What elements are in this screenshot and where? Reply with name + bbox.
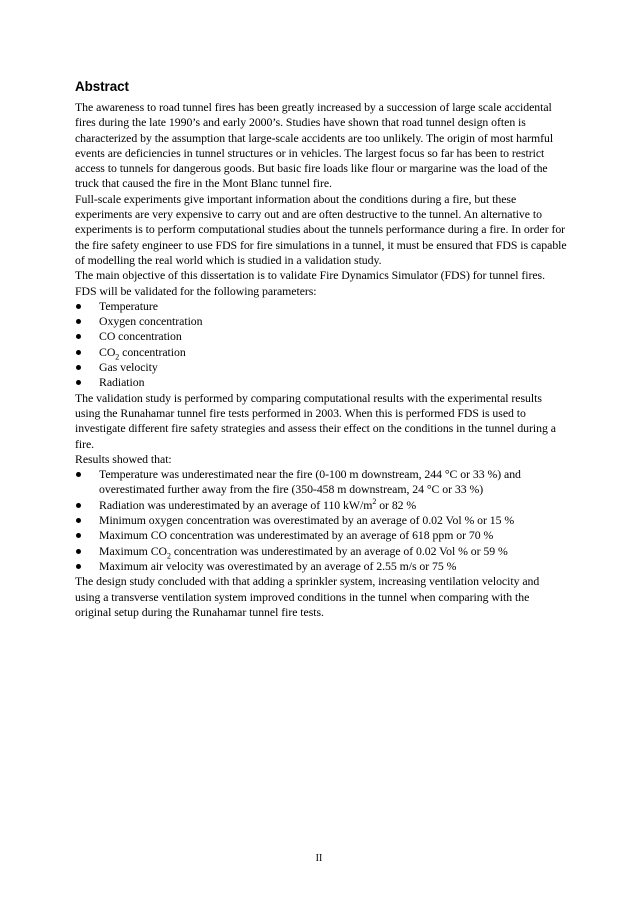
bullet-icon: [76, 319, 81, 324]
bullet-icon: [76, 549, 81, 554]
paragraph-results-intro: Results showed that:: [75, 451, 172, 466]
bullet-icon: [76, 350, 81, 355]
results-list: [75, 467, 567, 574]
list-item: Radiation was underestimated by an average of 110 $kW/m^2$ or 82 %: [75, 498, 567, 513]
paragraph-background: The awareness to road tunnel fires has been greatly increased by a succession of large scale accidental fires during the late 1990’s and early 2000’s. Studies have shown that road tunnel design often is characterized by the assumption that large-scale accidents are too unlikely. The origin of most harmful events are deficiencies in tunnel structures or in vehicles. The largest focus so far has been to restrict access to tunnels for dangerous goods. But basic fire loads like flour or margarine was the load of the truck that caused the fire in the Mont Blanc tunnel fire.: [75, 100, 554, 191]
list-item: Minimum oxygen concentration was overestimated by an average of 0.02 Vol % or 15 %: [75, 513, 567, 528]
page-number: II: [315, 853, 323, 864]
bullet-icon: [76, 334, 81, 339]
bullet-icon: [76, 503, 81, 508]
abstract-section: [75, 79, 567, 620]
list-item: Gas velocity: [75, 360, 567, 375]
bullet-icon: [76, 564, 81, 569]
list-item: Maximum $CO_2$ concentration was underestimated by an average of 0.02 Vol % or 59 %: [75, 544, 567, 559]
list-item: CO concentration: [75, 329, 567, 344]
list-item: Temperature was underestimated near the fire (0-100 m downstream, 244 °C or 33 %) and overestimated further away from the fire (350-458 m downstream, 24 °C or 33 %): [75, 467, 567, 498]
bullet-icon: [76, 518, 81, 523]
bullet-icon: [76, 533, 81, 538]
paragraph-validation: The validation study is performed by comparing computational results with the experimental results using the Runahamar tunnel fire tests performed in 2003. When this is performed FDS is used to investigate different fire safety strategies and assess their effect on the conditions in the tunnel during a fire.: [75, 390, 556, 451]
list-item: Radiation: [75, 375, 567, 390]
abstract-heading: Abstract: [75, 79, 129, 94]
list-item: $CO_2$ concentration: [75, 345, 567, 360]
bullet-icon: [76, 365, 81, 370]
paragraph-experiments: Full-scale experiments give important information about the conditions during a fire, but these experiments are very expensive to carry out and are often destructive to the tunnel. An alternative to experiments is to perform computational studies about the tunnels performance during a fire. In order for the fire safety engineer to use FDS for fire simulations in a tunnel, it must be ensured that FDS is capable of modelling the real world which is studied in a validation study.: [75, 191, 567, 267]
list-item: Maximum air velocity was overestimated by an average of 2.55 m/s or 75 %: [75, 559, 567, 574]
list-item: Maximum CO concentration was underestimated by an average of 618 ppm or 70 %: [75, 528, 567, 543]
bullet-icon: [76, 380, 81, 385]
bullet-icon: [76, 472, 81, 477]
bullet-icon: [76, 304, 81, 309]
paragraph-design-study: The design study concluded with that adding a sprinkler system, increasing ventilation velocity and using a transverse ventilation system improved conditions in the tunnel when comparing with the original setup during the Runahamar tunnel fire tests.: [75, 574, 540, 619]
list-item: Oxygen concentration: [75, 314, 567, 329]
parameter-list: [75, 299, 567, 391]
paragraph-objective: The main objective of this dissertation is to validate Fire Dynamics Simulator (FDS) for tunnel fires. FDS will be validated for the following parameters:: [75, 268, 545, 298]
list-item: Temperature: [75, 299, 567, 314]
